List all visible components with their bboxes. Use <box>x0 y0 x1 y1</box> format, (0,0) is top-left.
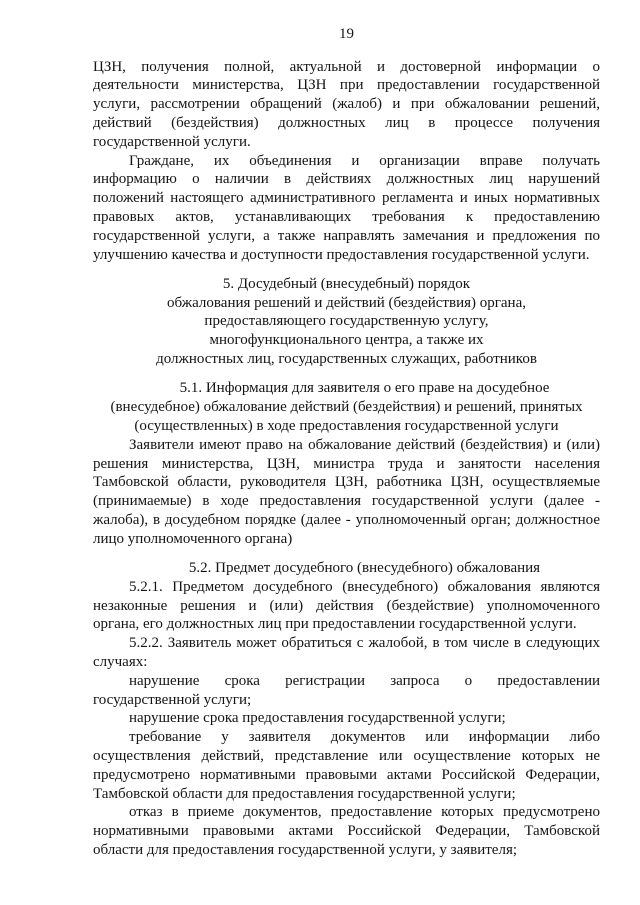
paragraph-line: Тамбовской области для предоставления государственной услуги; <box>93 785 516 802</box>
paragraph-line: государственной услуги. <box>93 133 251 150</box>
paragraph-line: деятельности министерства, ЦЗН при предоставлении государственной <box>93 77 600 94</box>
page-number: 19 <box>339 26 354 42</box>
paragraph-line: предусмотрено нормативными правовыми актами Российской Федерации, <box>93 766 600 783</box>
paragraph <box>93 58 600 152</box>
section-heading <box>93 275 600 369</box>
paragraph-line: требование у заявителя документов или информации либо <box>129 729 600 746</box>
paragraph <box>93 436 600 549</box>
subsection-heading-line: 5.1. Информация для заявителя о его праве на досудебное <box>179 380 550 397</box>
paragraph-line: информацию о наличии в действиях должностных лиц нарушений <box>93 171 600 188</box>
paragraph-line: Граждане, их объединения и организации вправе получать <box>129 152 600 169</box>
paragraph-line: незаконные решения и (или) действия (бездействие) уполномоченного <box>93 597 600 614</box>
list-item <box>93 672 600 710</box>
paragraph-line: Заявители имеют право на обжалование действий (бездействия) и (или) <box>129 436 600 453</box>
paragraph-line: (принимаемые) в ходе предоставления государственной услуги (далее - <box>93 493 600 510</box>
list-item <box>93 728 600 803</box>
subsection-heading <box>93 559 600 578</box>
subsection-heading-line: (внесудебное) обжалование действий (бездействия) и решений, принятых <box>110 399 583 416</box>
paragraph-line: действий (бездействия) должностных лиц в процессе получения <box>93 114 600 131</box>
paragraph-line: 5.2.2. Заявитель может обратиться с жалобой, в том числе в следующих <box>129 635 600 652</box>
paragraph-line: услуги, рассмотрении обращений (жалоб) и при обжаловании решений, <box>93 96 600 113</box>
subsection-heading-line: (осуществленных) в ходе предоставления государственной услуги <box>134 417 559 434</box>
paragraph-line: решения министерства, ЦЗН, министра труда и занятости населения <box>93 455 600 472</box>
document-body <box>93 58 600 860</box>
paragraph <box>93 578 600 634</box>
paragraph <box>93 152 600 265</box>
paragraph-line: нарушение срока предоставления государственной услуги; <box>129 710 506 727</box>
paragraph-line: государственной услуги; <box>93 691 252 708</box>
paragraph <box>93 634 600 672</box>
list-item <box>93 709 600 728</box>
paragraph-line: положений настоящего административного регламента и иных нормативных <box>93 190 600 207</box>
subsection-heading <box>93 379 600 435</box>
paragraph-line: органа, его должностных лиц при предоставлении государственной услуги. <box>93 616 577 633</box>
paragraph-line: лицо уполномоченного органа) <box>93 530 293 547</box>
paragraph-line: осуществления действий, представление или осуществление которых не <box>93 747 600 764</box>
section-heading-line: должностных лиц, государственных служащих, работников <box>156 351 537 368</box>
paragraph-line: ЦЗН, получения полной, актуальной и достоверной информации о <box>93 58 600 75</box>
paragraph-line: нарушение срока регистрации запроса о предоставлении <box>129 672 600 689</box>
paragraph-line: правовых актов, устанавливающих требования к предоставлению <box>93 208 600 225</box>
list-item <box>93 803 600 859</box>
paragraph-line: случаях: <box>93 654 148 670</box>
paragraph-line: жалоба), в досудебном порядке (далее - уполномоченный орган; должностное <box>93 511 600 528</box>
paragraph-line: 5.2.1. Предметом досудебного (внесудебного) обжалования являются <box>129 578 600 595</box>
paragraph-line: государственной услуги, а также направлять замечания и предложения по <box>93 227 600 244</box>
paragraph-line: улучшению качества и доступности предоставления государственной услуги. <box>93 246 590 263</box>
section-heading-line: обжалования решений и действий (бездействия) органа, <box>167 294 526 311</box>
paragraph-line: нормативными правовыми актами Российской Федерации, Тамбовской <box>93 823 600 840</box>
section-heading-line: предоставляющего государственную услугу, <box>204 313 489 330</box>
subsection-heading-line: 5.2. Предмет досудебного (внесудебного) обжалования <box>188 560 541 577</box>
section-heading-line: многофункционального центра, а также их <box>209 332 484 349</box>
paragraph-line: Тамбовской области, руководителя ЦЗН, работника ЦЗН, осуществляемые <box>93 474 600 491</box>
paragraph-line: отказ в приеме документов, предоставление которых предусмотрено <box>129 804 600 821</box>
paragraph-line: области для предоставления государственной услуги, у заявителя; <box>93 841 518 858</box>
section-heading-line: 5. Досудебный (внесудебный) порядок <box>222 275 471 292</box>
